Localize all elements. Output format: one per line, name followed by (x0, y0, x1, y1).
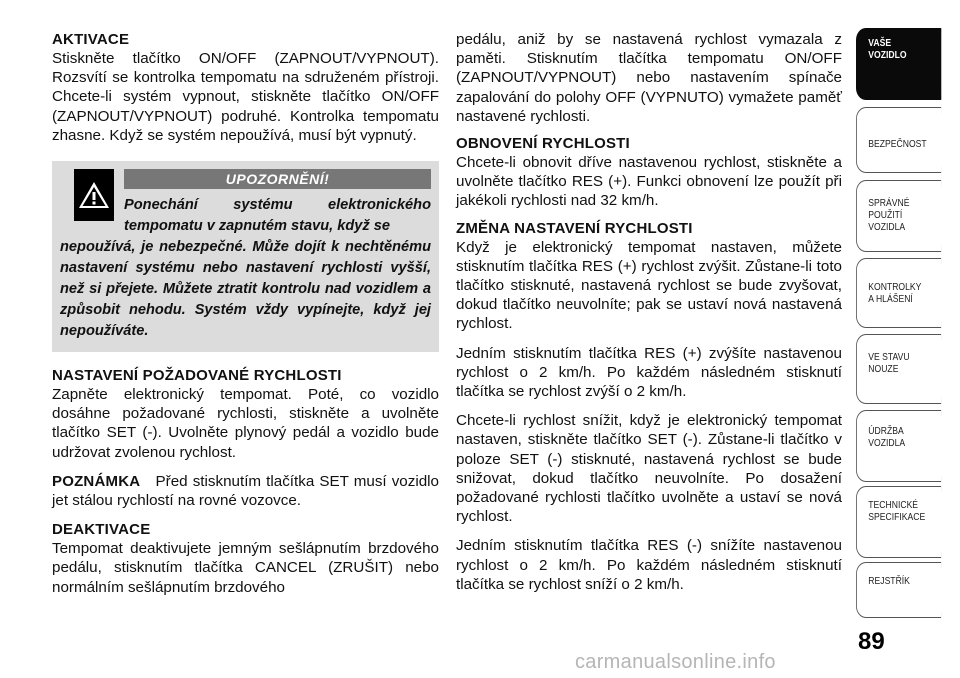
zmena-text: Když je elektronický tempomat nastaven, můžete stisknutím tlačítka RES (+) rychlost zvýšit. Zůstane-li toto tlačítko stisknuté, nastavená rychlost se bude zvyšovat, dokud tlačítko neuvolníte; pak se ustaví nová nastavená rychlost. (456, 238, 842, 333)
tab-label-line: TECHNICKÉ (868, 499, 919, 511)
tab-label-line: VOZIDLA (868, 221, 906, 233)
tab-label-line: POUŽITÍ (868, 209, 903, 221)
warning-title: UPOZORNĚNÍ! (124, 169, 431, 189)
deaktivace-text: Tempomat deaktivujete jemným sešlápnutím brzdového pedálu, stisknutím tlačítka CANCEL (ZRUŠIT) nebo normálním sešlápnutím brzdového (52, 540, 439, 596)
tab-udrzba-vozidla[interactable] (856, 410, 941, 482)
set-minus-paragraph: Chcete-li rychlost snížit, když je elektronický tempomat nastaven, stiskněte tlačítko SET (-). Zůstane-li tlačítko v poloze SET (-) stisknuté, nastavená rychlost se bude snižovat, dokud tlačítko neuvolníte. Po dosažení požadované rychlosti tlačítko uvolněte a ustaví se nová rychlost. (456, 412, 842, 526)
nastaveni-heading: NASTAVENÍ POŽADOVANÉ RYCHLOSTI (52, 367, 342, 385)
left-column (52, 30, 439, 597)
warning-text-first: Ponechání systému elektronického tempomatu v zapnutém stavu, když se (124, 197, 431, 235)
tab-label-line: SPECIFIKACE (868, 511, 926, 523)
tab-label-line: NOUZE (868, 363, 899, 375)
tab-label-line: VOZIDLA (868, 437, 906, 449)
tab-label-line: SPRÁVNÉ (868, 197, 910, 209)
aktivace-text: Stiskněte tlačítko ON/OFF (ZAPNOUT/VYPNOUT). Rozsvítí se kontrolka tempomatu na sdruženém přístroji. Chcete-li systém vypnout, stiskněte tlačítko ON/OFF (ZAPNOUT/VYPNOUT) podruhé. Kontrolka tempomatu zhasne. Když se systém nepoužívá, musí být vypnutý. (52, 50, 439, 144)
tab-technicke-specifikace[interactable] (856, 486, 941, 558)
tab-label-line: A HLÁŠENÍ (868, 293, 913, 305)
tab-label-line: VE STAVU (868, 351, 910, 363)
right-column (456, 30, 842, 594)
tab-spravne-pouziti[interactable] (856, 180, 941, 252)
res-minus-paragraph: Jedním stisknutím tlačítka RES (-) snížíte nastavenou rychlost o 2 km/h. Po každém následném stisknutí tlačítka se rychlost sníží o 2 km/h. (456, 537, 842, 593)
deaktivace-heading: DEAKTIVACE (52, 521, 151, 539)
aktivace-heading: AKTIVACE (52, 31, 130, 48)
res-plus-paragraph: Jedním stisknutím tlačítka RES (+) zvýšíte nastavenou rychlost o 2 km/h. Po každém následném stisknutí tlačítka se rychlost zvýší o 2 km/h. (456, 344, 842, 401)
poznamka-label: POZNÁMKA (52, 472, 141, 490)
tab-label-line: VAŠE (868, 37, 892, 49)
warning-text-rest: nepoužívá, je nebezpečné. Může dojít k nechtěnému nastavení systému nebo nastavení rychlosti vyšší, než si přejete. Můžete ztratit kontrolu nad vozidlem a způsobit nehodu. Systém vždy vypínejte, když jej nepoužíváte. (60, 239, 431, 340)
poznamka-text: Před stisknutím tlačítka SET musí vozidlo jet stálou rychlostí na rovné vozovce. (52, 472, 439, 510)
watermark: carmanualsonline.info (575, 651, 776, 673)
chapter-sidebar (856, 0, 960, 678)
page-number: 89 (858, 628, 885, 655)
obnoveni-heading: OBNOVENÍ RYCHLOSTI (456, 135, 630, 153)
tab-label-line: REJSTŘÍK (868, 575, 910, 587)
nastaveni-text: Zapněte elektronický tempomat. Poté, co vozidlo dosáhne požadované rychlosti, stiskněte a uvolněte tlačítko SET (-). Uvolněte plynový pedál a vozidlo bude udržovat zvolenou rychlost. (52, 386, 439, 461)
continued-text: pedálu, aniž by se nastavená rychlost vymazala z paměti. Stisknutím tlačítka tempomatu ON/OFF (ZAPNOUT/VYPNOUT) nebo nastavením spínače zapalování do polohy OFF (VYPNUTO) vymažete paměť nastavené rychlosti. (456, 31, 842, 125)
tab-kontrolky[interactable] (856, 258, 941, 328)
tab-vase-vozidlo[interactable] (856, 28, 941, 100)
obnoveni-text: Chcete-li obnovit dříve nastavenou rychlost, stiskněte a uvolněte tlačítko RES (+). Funkci obnovení lze použít při jakékoli rychlosti nad 32 km/h. (456, 154, 842, 210)
poznamka-paragraph (52, 472, 439, 510)
zmena-heading: ZMĚNA NASTAVENÍ RYCHLOSTI (456, 219, 693, 237)
tab-bezpecnost[interactable] (856, 107, 941, 173)
tab-ve-stavu-nouze[interactable] (856, 334, 941, 404)
tab-label-line: BEZPEČNOST (868, 138, 927, 150)
warning-box (52, 161, 439, 352)
tab-label-line: VOZIDLO (868, 49, 907, 61)
warning-triangle-icon (74, 169, 114, 221)
tab-label-line: ÚDRŽBA (868, 425, 904, 437)
tab-label-line: KONTROLKY (868, 281, 922, 293)
tab-rejstrik[interactable] (856, 562, 941, 618)
